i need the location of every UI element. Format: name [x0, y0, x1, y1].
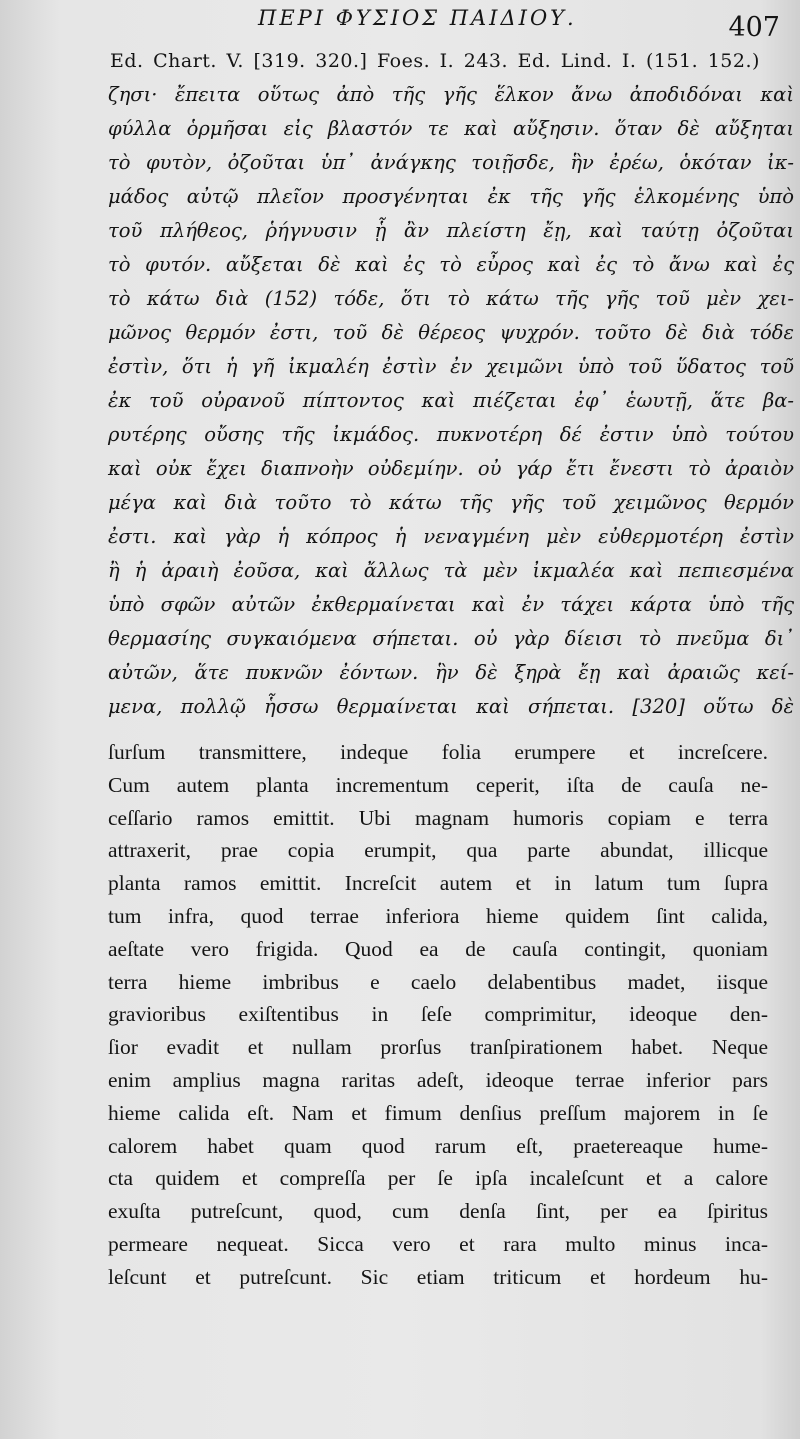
greek-text-line: μενα, πολλῷ ἧσσω θερμαίνεται καὶ σήπεται. [320] οὕτω δὲ	[108, 695, 794, 718]
greek-text-line: καὶ οὐκ ἔχει διαπνοὴν οὐδεμίην. οὐ γάρ ἔτι ἔνεστι τὸ ἀραιὸν	[108, 457, 794, 480]
latin-text-line: tum infra, quod terrae inferiora hieme quidem ſint calida,	[108, 903, 768, 928]
greek-text-line: φύλλα ὁρμῆσαι εἰς βλαστόν τε καὶ αὔξησιν. ὅταν δὲ αὔξηται	[108, 117, 794, 140]
greek-text-line: μάδος αὐτῷ πλεῖον προσγένηται ἐκ τῆς γῆς ἑλκομένης ὑπὸ	[108, 185, 794, 208]
greek-text-line: ζησι· ἔπειτα οὕτως ἀπὸ τῆς γῆς ἕλκον ἄνω ἀποδιδόναι καὶ	[108, 83, 794, 106]
greek-text-line: τοῦ πλήθεος, ῥήγνυσιν ᾗ ἂν πλείστη ἔῃ, καὶ ταύτῃ ὀζοῦται	[108, 219, 794, 242]
greek-text-line: ἐστὶν, ὅτι ἡ γῆ ἰκμαλέη ἐστὶν ἐν χειμῶνι ὑπὸ τοῦ ὕδατος τοῦ	[108, 355, 794, 378]
latin-text-line: permeare nequeat. Sicca vero et rara multo minus inca-	[108, 1231, 768, 1256]
latin-text-line: attraxerit, prae copia erumpit, qua parte abundat, illicque	[108, 838, 768, 863]
latin-text-line: planta ramos emittit. Increſcit autem et in latum tum ſupra	[108, 871, 768, 896]
latin-text-line: exuſta putreſcunt, quod, cum denſa ſint, per ea ſpiritus	[108, 1199, 768, 1224]
latin-text-line: cta quidem et compreſſa per ſe ipſa incaleſcunt et a calore	[108, 1166, 768, 1191]
greek-text-line: ρυτέρης οὔσης τῆς ἰκμάδος. πυκνοτέρη δέ ἐστιν ὑπὸ τούτου	[108, 423, 794, 446]
page-number: 407	[728, 12, 780, 43]
running-title: ΠΕΡΙ ΦΥΣΙΟΣ ΠΑΙΔΙΟΥ.	[258, 6, 577, 30]
greek-text-line: μῶνος θερμόν ἐστι, τοῦ δὲ θέρεος ψυχρόν. τοῦτο δὲ διὰ τόδε	[108, 321, 794, 344]
greek-text-block	[108, 78, 794, 724]
greek-text-line: τὸ κάτω διὰ (152) τόδε, ὅτι τὸ κάτω τῆς γῆς τοῦ μὲν χει-	[108, 287, 794, 310]
greek-text-line: μέγα καὶ διὰ τοῦτο τὸ κάτω τῆς γῆς τοῦ χειμῶνος θερμόν	[108, 491, 794, 514]
latin-text-line: enim amplius magna raritas adeſt, ideoque terrae inferior pars	[108, 1067, 768, 1092]
latin-text-line: calorem habet quam quod rarum eſt, praetereaque hume-	[108, 1133, 768, 1158]
greek-text-line: ἐκ τοῦ οὐρανοῦ πίπτοντος καὶ πιέζεται ἐφ᾽ ἑωυτῇ, ἅτε βα-	[108, 389, 794, 412]
latin-text-block	[108, 736, 768, 1294]
latin-text-line: ſior evadit et nullam prorſus tranſpirationem habet. Neque	[108, 1035, 768, 1060]
latin-text-line: aeſtate vero frigida. Quod ea de cauſa contingit, quoniam	[108, 936, 768, 961]
latin-text-line: Cum autem planta incrementum ceperit, iſta de cauſa ne-	[108, 772, 768, 797]
greek-text-line: ἢ ἡ ἀραιὴ ἐοῦσα, καὶ ἄλλως τὰ μὲν ἰκμαλέα καὶ πεπιεσμένα	[108, 559, 794, 582]
greek-text-line: τὸ φυτὸν, ὀζοῦται ὑπ᾽ ἀνάγκης τοιῇσδε, ἣν ἐρέω, ὁκόταν ἰκ-	[108, 151, 794, 174]
latin-text-line: gravioribus exiſtentibus in ſeſe comprimitur, ideoque den-	[108, 1002, 768, 1027]
latin-text-line: hieme calida eſt. Nam et fimum denſius preſſum majorem in ſe	[108, 1100, 768, 1125]
edition-reference: Ed. Chart. V. [319. 320.] Foes. I. 243. Ed. Lind. I. (151. 152.)	[110, 50, 760, 72]
greek-text-line: τὸ φυτόν. αὔξεται δὲ καὶ ἐς τὸ εὖρος καὶ ἐς τὸ ἄνω καὶ ἐς	[108, 253, 794, 276]
greek-text-line: ὑπὸ σφῶν αὐτῶν ἐκθερμαίνεται καὶ ἐν τάχει κάρτα ὑπὸ τῆς	[108, 593, 794, 616]
latin-text-line: ceſſario ramos emittit. Ubi magnam humoris copiam e terra	[108, 805, 768, 830]
latin-text-line: leſcunt et putreſcunt. Sic etiam triticum et hordeum hu-	[108, 1264, 768, 1289]
latin-text-line: terra hieme imbribus e caelo delabentibus madet, iisque	[108, 969, 768, 994]
greek-text-line: αὐτῶν, ἅτε πυκνῶν ἐόντων. ἣν δὲ ξηρὰ ἔῃ καὶ ἀραιῶς κεί-	[108, 661, 794, 684]
latin-text-line: ſurſum transmittere, indeque folia erumpere et increſcere.	[108, 740, 768, 764]
greek-text-line: ἐστι. καὶ γὰρ ἡ κόπρος ἡ νεναγμένη μὲν εὐθερμοτέρη ἐστὶν	[108, 525, 794, 548]
greek-text-line: θερμασίης συγκαιόμενα σήπεται. οὐ γὰρ δίεισι τὸ πνεῦμα δι᾽	[108, 627, 794, 650]
